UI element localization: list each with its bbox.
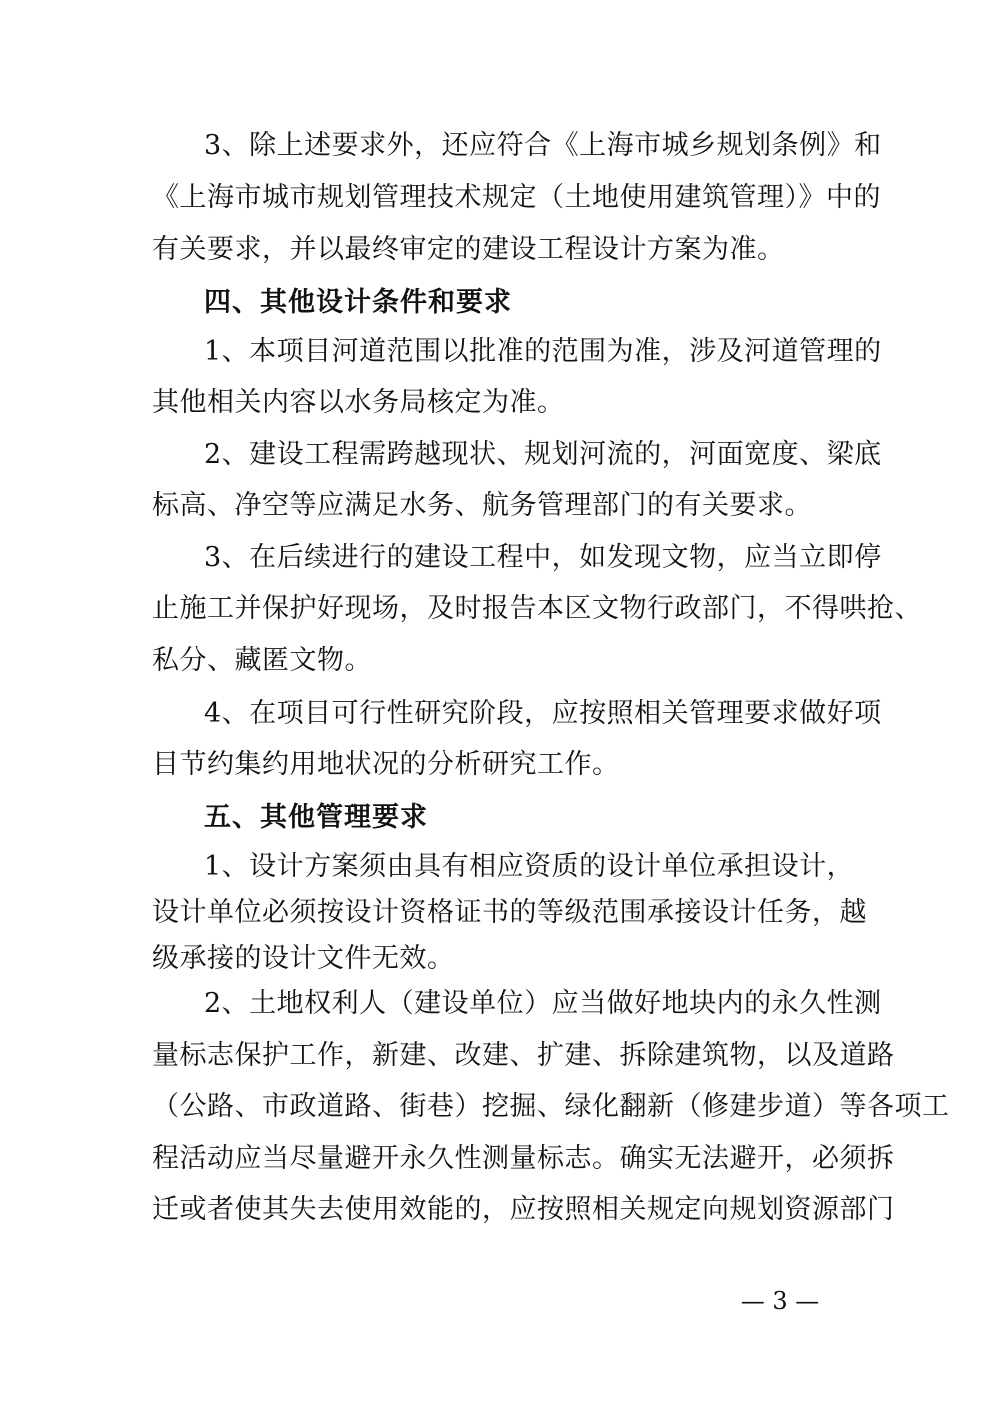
section-heading: 五、其他管理要求 xyxy=(204,802,428,833)
paragraph-line: 级承接的设计文件无效。 xyxy=(152,943,455,974)
paragraph-line: 设计单位必须按设计资格证书的等级范围承接设计任务，越 xyxy=(152,897,867,928)
paragraph-line: 迁或者使其失去使用效能的，应按照相关规定向规划资源部门 xyxy=(152,1194,895,1225)
paragraph-line: 程活动应当尽量避开永久性测量标志。确实无法避开，必须拆 xyxy=(152,1143,895,1174)
paragraph-line: （公路、市政道路、街巷）挖掘、绿化翻新（修建步道）等各项工 xyxy=(152,1091,950,1122)
paragraph-line: 2、土地权利人（建设单位）应当做好地块内的永久性测 xyxy=(204,988,882,1019)
paragraph-line: 1、设计方案须由具有相应资质的设计单位承担设计， xyxy=(204,851,855,882)
paragraph-line: 2、建设工程需跨越现状、规划河流的，河面宽度、梁底 xyxy=(204,439,882,470)
paragraph-line: 目节约集约用地状况的分析研究工作。 xyxy=(152,749,620,780)
section-heading: 四、其他设计条件和要求 xyxy=(204,287,512,318)
paragraph-line: 有关要求，并以最终审定的建设工程设计方案为准。 xyxy=(152,234,785,265)
page-number: — 3 — xyxy=(740,1287,820,1315)
paragraph-line: 止施工并保护好现场，及时报告本区文物行政部门，不得哄抢、 xyxy=(152,593,922,624)
paragraph-line: 1、本项目河道范围以批准的范围为准，涉及河道管理的 xyxy=(204,336,882,367)
paragraph-line: 3、在后续进行的建设工程中，如发现文物，应当立即停 xyxy=(204,542,882,573)
paragraph-line: 量标志保护工作，新建、改建、扩建、拆除建筑物，以及道路 xyxy=(152,1040,895,1071)
paragraph-line: 私分、藏匿文物。 xyxy=(152,645,372,676)
paragraph-line: 标高、净空等应满足水务、航务管理部门的有关要求。 xyxy=(152,490,812,521)
paragraph-line: 4、在项目可行性研究阶段，应按照相关管理要求做好项 xyxy=(204,698,882,729)
paragraph-line: 3、除上述要求外，还应符合《上海市城乡规划条例》和 xyxy=(204,130,882,161)
paragraph-line: 其他相关内容以水务局核定为准。 xyxy=(152,387,565,418)
paragraph-line: 《上海市城市规划管理技术规定（土地使用建筑管理）》中的 xyxy=(152,182,881,213)
